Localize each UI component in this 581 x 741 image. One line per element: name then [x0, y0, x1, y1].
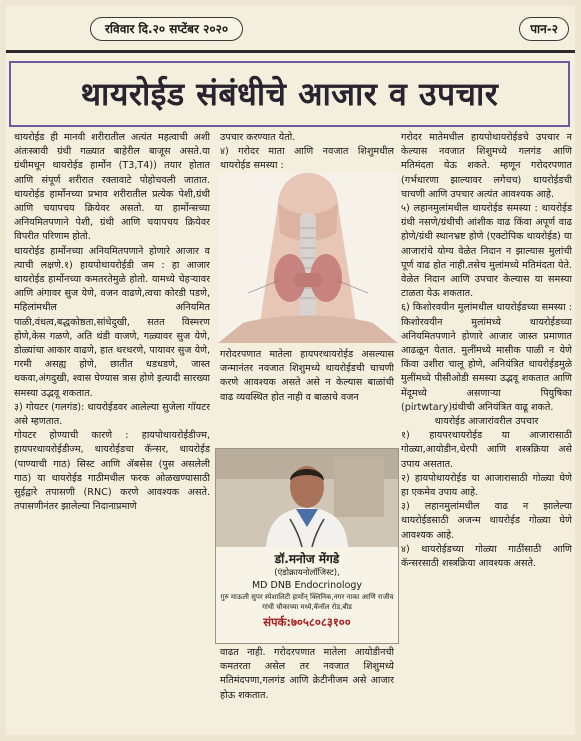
page-number: पान-२ [519, 17, 569, 41]
paragraph: गरोदरपणात मातेला हायपरथायरोईड असल्यास जन्मानंतर नवजात शिशुमध्ये थायरोईडची चाचणी करणे आवश्यक असते असे न केल्यास बाळांची वाढ व्यवस्थित होत नाही व बाळाचे वजन [220, 349, 394, 403]
doctor-role: (एंडोक्रायनोलॉजिस्ट), [274, 568, 340, 578]
doctor-photo [216, 449, 398, 547]
subheading: थायरोईड आजारांवरील उपचार [434, 416, 539, 428]
paragraph: वाढत नाही. गरोदरपणात मातेला आयोडीनची कमतरता असेल तर नवजात शिशुमध्ये मतिमंदपणा,गलगंड आणि क्रेटीनीजम असे आजार होऊ शकतात. [220, 647, 394, 701]
clinic-address: गुरु माऊली सुपर स्पेशालिटी हार्मोन् क्लिनिक,नगर नाका आणि राजीव गांधी चौकाच्या मध्ये,कॅनॉल रोड,बीड [220, 593, 394, 611]
doctor-name: डॉ.मनोज मेंगडे [274, 552, 340, 566]
article-column-2-top [220, 131, 394, 171]
paragraph: ४) गरोदर माता आणि नवजात शिशुमधील थायरोईड समस्या : [220, 146, 394, 171]
doctor-degree: MD DNB Endocrinology [251, 580, 363, 591]
paragraph: थायरोईड ही मानवी शरीरातील अत्यंत महत्वाची अशी अंतःस्त्रावी ग्रंथी गळ्यात बाहेरील बाजूस असते.या ग्रंथीमधून थायरोईड हार्मोन (T3,T4)) तयार होतात आणि संपूर्ण शरीरात रक्तावाटे पोहोचवली जातात. थायरोईड हार्मोनच्या प्रभाव शरीरातील प्रत्येक पेशी,ग्रंथी आणि चयापचय क्रियेवर असतो. या हार्मोन्सच्या अनियमितपणाने पेशी, ग्रंथी आणि चयापचय क्रियेवर विपरीत परिणाम होतो. [14, 132, 210, 243]
page-header [6, 6, 575, 44]
thyroid-illustration [218, 173, 398, 343]
paragraph: २) हायपोथायरोईड या आजारासाठी गोळ्या घेणे हा एकमेव उपाय आहे. [401, 472, 572, 499]
paragraph: ४) थायरोईडच्या गोळ्या गाठींसाठी आणि कॅन्सरसाठी शस्त्रक्रिया आवश्यक असते. [401, 543, 572, 570]
article-column-1 [14, 131, 210, 731]
issue-date: रविवार दि.२० सप्टेंबर २०२० [90, 17, 243, 41]
doctor-profile [215, 448, 399, 644]
article-column-3 [401, 131, 572, 731]
paragraph: थायरोईड हार्मोनच्या अनियमितपणाने होणारे आजार व त्याची लक्षणे.१) हायपोथायरोईडी जम : हा आजार थायरोईड हार्मोनच्या कमतरतेमुळे होतो. यामध्ये चेहऱ्यावर आणि अंगावर सुज येणे, वजन वाढणे,त्वचा कोरडी पडणे, महिलांमधील अनियमित पाळी,वंधत्व,बद्धकोष्ठता,सांधेदुखी, सतत विस्मरण होणे,केस गळणे, अति थंडी वाजणे, गळ्यावर सुज येणे, डोळ्यांचा आकार वाढणे, हात थरथरणे, पायावर सुज येणे, गरमी असह्य होणे, छातीत धडधडणे, जास्त थकवा,अंगदुखी, श्वास घेण्यास त्रास होणे इत्यादी सारख्या समस्या उद्भवू शकतात. [14, 245, 210, 399]
paragraph: ५) लहानमुलांमधील थायरोईड समस्या : थायरोईड ग्रंथी नसणे/ग्रंथीची आंशीक वाढ किंवा अपूर्ण वाढ होणे/ग्रंथी स्थानभ्रष्ट होणे (एक्टोपिक थायरोईड) या आजारांचे योग्य वेळेत निदान न झाल्यास मुलांची पूर्ण वाढ होत नाही.तसेच मुलांमध्ये मतिमंदता येते. वेळेत निदान आणि उपचार केल्यास या समस्या टाळता येऊ शकतात. [401, 203, 572, 300]
paragraph: ६) किशोरवयीन मुलांमधील थायरोईडच्या समस्या : किशोरवयीन मुलांमध्ये थायरोईडच्या अनियमितपणाने होणारे आजार जास्त प्रमाणात आढळून येतात. मुलींमध्ये मासीक पाळी न येणे किंवा उशीरा चालू होणे, अनियंत्रित थायरोईडमुळे मुलींमध्ये पीसीओडी समस्या उद्भवू शकतात आणि मेंदूमध्ये असणाऱ्या पियुषिका (pirtwtary)ग्रंथीची अनियंत्रित वाढू शकते. [401, 302, 572, 413]
paragraph: १) हायपरथायरोईड या आजारासाठी गोळ्या,आयोडीन,थेरपी आणि शस्त्रक्रिया असे उपाय असतात. [401, 430, 572, 470]
paragraph: उपचार करण्यात येतो. [220, 132, 296, 143]
article-headline: थायरोईड संबंधीचे आजार व उपचार [80, 75, 499, 113]
article-column-2-bottom [220, 646, 394, 732]
newspaper-page [6, 6, 575, 735]
header-rule [6, 50, 575, 53]
article-column-2-middle [220, 348, 394, 446]
contact-number: संपर्क:७०५८०८३१०० [263, 615, 351, 629]
paragraph: ३) गोयटर (गलगंड): थायरोईडवर आलेल्या सुजेला गॉयटर असे म्हणतात. [14, 401, 210, 428]
paragraph: ३) लहानमुलांमधील वाढ न झालेल्या थायरोईडसाठी अजन्म थायरोईड गोळ्या घेणे आवश्यक आहे. [401, 501, 572, 541]
doctor-caption [216, 547, 398, 643]
paragraph: गोयटर होण्याची कारणे : हायपोथायरोईडीज्म, हायपरथायरोईडीज्म, थायरोईडचा कॅन्सर, थायरोईड (पाण्याची गाठ) सिस्ट आणि ॲबसेस (पुस असलेली गाठ) या थायरोईड गाठीमधील फरक ओळखण्यासाठी सुईद्वारे तपासणी (RNC) करणे आवश्यक असते. तपासणीनंतर झालेल्या निदानाप्रमाणे [14, 430, 210, 513]
paragraph: गरोदर मातेमधील हायपोथायरोईडचे उपचार न केल्यास नवजात शिशुमध्ये गलगंड आणि मतिमंदता येऊ शकते. म्हणून गरोदरपणात (गर्भधारणा झाल्यावर लगेचच) थायरोईडची चाचणी आणि उपचार अत्यंत आवश्यक आहे. [401, 132, 572, 200]
headline-box [9, 61, 570, 127]
